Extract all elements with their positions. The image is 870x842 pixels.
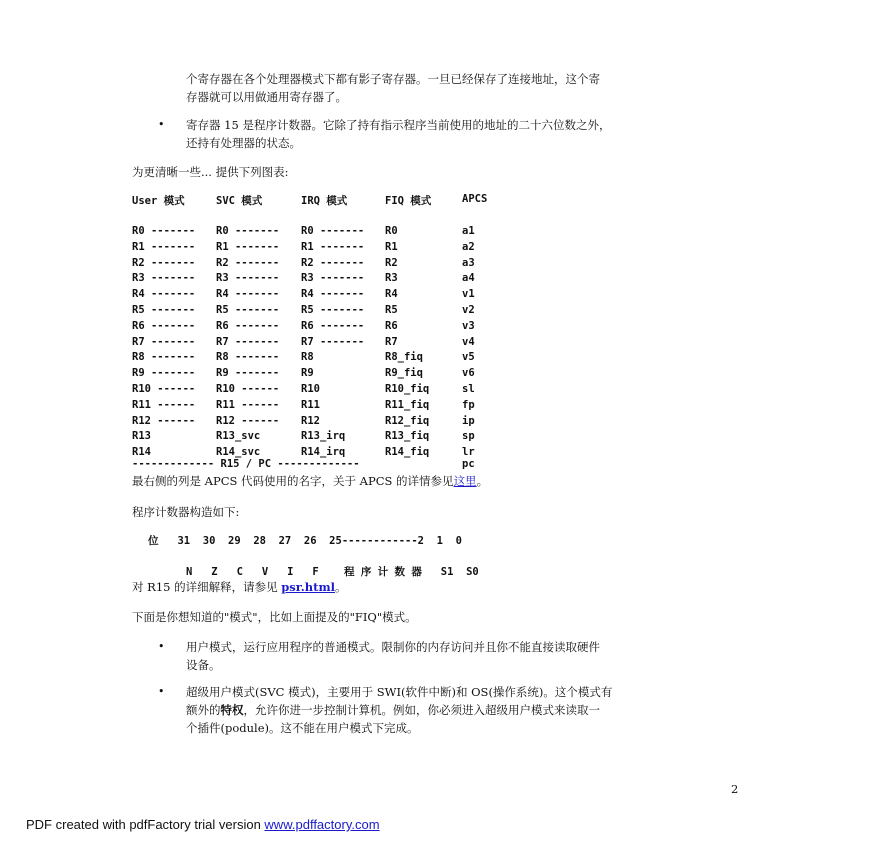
table-cell: v4	[462, 335, 475, 348]
table-cell: R8_fiq	[385, 351, 423, 364]
table-cell: R11 ------	[132, 398, 196, 411]
bullet-icon: •	[158, 685, 165, 698]
table-cell: R1 -------	[216, 240, 280, 253]
pc-bits-line: 位 31 30 29 28 27 26 25------------2 1 0	[148, 535, 462, 547]
table-cell: R4 -------	[301, 288, 365, 301]
table-cell: fp	[462, 398, 475, 411]
header-svc: SVC 模式	[216, 195, 263, 207]
r15-note	[132, 578, 347, 596]
table-cell: R8 -------	[216, 351, 280, 364]
table-cell: sl	[462, 383, 475, 395]
bullet-svc-line2-a: 额外的	[186, 703, 221, 717]
bullet-svc-privilege: 特权	[220, 703, 244, 717]
psr-link[interactable]: psr.html	[281, 580, 335, 594]
table-cell: R10	[301, 383, 320, 395]
page-number: 2	[731, 782, 739, 796]
table-cell: R2 -------	[301, 256, 365, 269]
table-cell: R14_irq	[301, 446, 346, 459]
table-cell: R14_svc	[216, 446, 261, 459]
table-cell: R8	[301, 351, 314, 364]
table-cell: v2	[462, 304, 475, 316]
table-cell: R11 ------	[216, 398, 280, 411]
table-cell: R11	[301, 398, 320, 411]
bullet-r15-line2: 还持有处理器的状态。	[186, 136, 301, 150]
table-cell: a2	[462, 240, 475, 253]
apcs-note-suffix: 。	[476, 474, 489, 488]
para1-line1: 个寄存器在各个处理器模式下都有影子寄存器。一旦已经保存了连接地址，这个寄	[186, 72, 600, 86]
table-cell: R1	[385, 240, 398, 253]
table-cell: R3 -------	[216, 272, 280, 285]
bullet-svc-line2-b: ，允许你进一步控制计算机。例如，你必须进入超级用户模式来读取一	[243, 703, 600, 717]
bullet-r15-line1: 寄存器 15 是程序计数器。它除了持有指示程序当前使用的地址的二十六位数之外，	[186, 118, 611, 132]
table-cell: R0 -------	[132, 225, 196, 237]
apcs-note-prefix: 最右侧的列是 APCS 代码使用的名字，关于 APCS 的详情参见	[132, 474, 454, 488]
bullet-svc-line2	[186, 701, 600, 719]
table-cell: R7	[385, 335, 398, 348]
table-cell: R7 -------	[301, 335, 365, 348]
table-cell: R3 -------	[132, 272, 196, 285]
table-cell: R9 -------	[216, 367, 280, 380]
pc-flags-line: N Z C V I F 程 序 计 数 器 S1 S0	[186, 566, 479, 578]
modes-intro: 下面是你想知道的"模式"，比如上面提及的"FIQ"模式。	[132, 610, 417, 624]
apcs-note	[132, 472, 488, 490]
table-cell: R10 ------	[216, 383, 280, 395]
pdf-footer	[26, 817, 380, 832]
table-cell: a3	[462, 256, 475, 269]
table-cell: R4 -------	[216, 288, 280, 301]
table-cell: R11_fiq	[385, 398, 430, 411]
table-cell: v3	[462, 319, 475, 332]
table-cell: a1	[462, 225, 475, 237]
table-cell: R12 ------	[216, 414, 280, 427]
table-cell: R1 -------	[132, 240, 196, 253]
table-cell: R3 -------	[301, 272, 365, 285]
bullet-user-line1: 用户模式，运行应用程序的普通模式。限制你的内存访问并且你不能直接读取硬件	[186, 640, 600, 654]
bullet-icon: •	[158, 640, 165, 653]
table-cell: lr	[462, 446, 475, 459]
header-user: User 模式	[132, 195, 185, 207]
r15-note-suffix: 。	[335, 580, 347, 594]
table-cell: R9 -------	[132, 367, 196, 380]
table-cell: R7 -------	[216, 335, 280, 348]
table-cell: v5	[462, 351, 475, 364]
apcs-link[interactable]: 这里	[453, 474, 477, 488]
table-cell: ip	[462, 414, 475, 427]
table-cell: R0 -------	[301, 225, 365, 237]
table-cell: R3	[385, 272, 398, 285]
table-cell: R6	[385, 319, 398, 332]
table-cell: R2 -------	[132, 256, 196, 269]
table-cell: R2	[385, 256, 398, 269]
table-cell: R5 -------	[216, 304, 280, 316]
table-cell: R12	[301, 414, 320, 427]
table-cell: R14_fiq	[385, 446, 430, 459]
bullet-svc-line3: 个插件(podule)。这不能在用户模式下完成。	[186, 721, 419, 735]
table-cell: R7 -------	[132, 335, 196, 348]
header-apcs: APCS	[462, 193, 488, 205]
header-fiq: FIQ 模式	[385, 195, 432, 207]
table-cell: R8 -------	[132, 351, 196, 364]
table-cell: R13_irq	[301, 430, 346, 443]
pc-structure-heading: 程序计数器构造如下:	[132, 505, 240, 519]
table-cell: R9	[301, 367, 314, 380]
table-cell: v6	[462, 367, 475, 380]
table-cell: R5 -------	[301, 304, 365, 316]
pc-apcs: pc	[462, 458, 475, 470]
bullet-icon: •	[158, 118, 165, 131]
table-intro: 为更清晰一些... 提供下列图表:	[132, 165, 289, 179]
table-cell: R4 -------	[132, 288, 196, 301]
table-cell: R14	[132, 446, 151, 459]
table-cell: R0	[385, 225, 398, 237]
para1-line2: 存器就可以用做通用寄存器了。	[186, 90, 347, 104]
table-cell: R13	[132, 430, 151, 443]
table-cell: R0 -------	[216, 225, 280, 237]
table-cell: R1 -------	[301, 240, 365, 253]
table-cell: R9_fiq	[385, 367, 423, 380]
table-cell: R2 -------	[216, 256, 280, 269]
table-cell: a4	[462, 272, 475, 285]
bullet-svc-line1: 超级用户模式(SVC 模式)，主要用于 SWI(软件中断)和 OS(操作系统)。这个模式有	[186, 685, 613, 699]
table-cell: R5 -------	[132, 304, 196, 316]
table-cell: R10_fiq	[385, 383, 430, 395]
table-header-row	[132, 193, 488, 209]
footer-text: PDF created with pdfFactory trial version	[26, 817, 265, 832]
table-cell: R12 ------	[132, 414, 196, 427]
header-irq: IRQ 模式	[301, 195, 348, 207]
r15-note-prefix: 对 R15 的详细解释，请参见	[132, 580, 282, 594]
table-cell: R6 -------	[132, 319, 196, 332]
pc-line: ------------- R15 / PC -------------	[132, 458, 360, 470]
table-cell: R13_svc	[216, 430, 261, 443]
table-cell: R10 ------	[132, 383, 196, 395]
table-cell: v1	[462, 288, 475, 301]
table-cell: sp	[462, 430, 475, 443]
bullet-user-line2: 设备。	[186, 658, 221, 672]
table-cell: R12_fiq	[385, 414, 430, 427]
table-cell: R13_fiq	[385, 430, 430, 443]
table-cell: R5	[385, 304, 398, 316]
table-cell: R6 -------	[216, 319, 280, 332]
table-cell: R4	[385, 288, 398, 301]
table-cell: R6 -------	[301, 319, 365, 332]
pdffactory-link[interactable]: www.pdffactory.com	[264, 817, 380, 832]
